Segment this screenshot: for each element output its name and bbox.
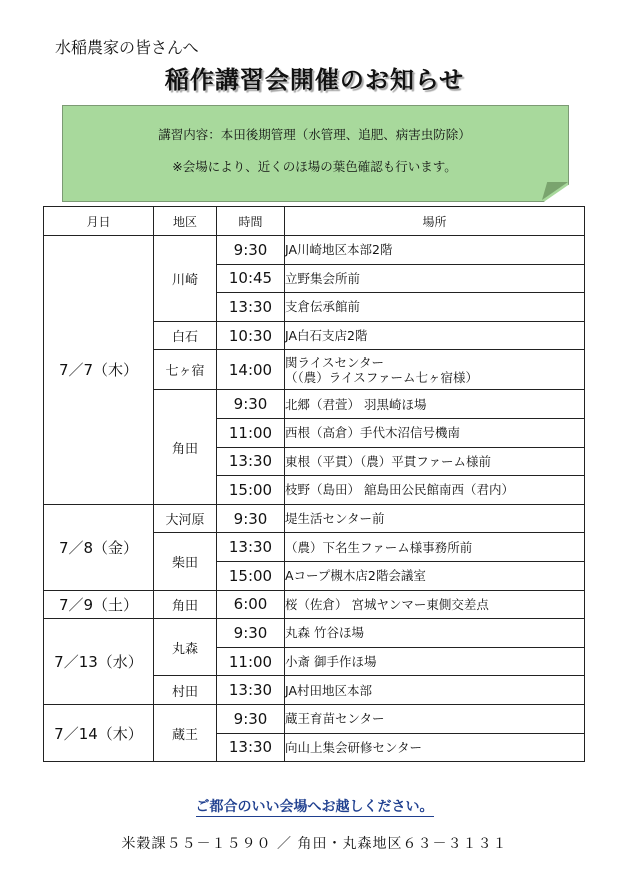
time-cell: 9:30 xyxy=(217,619,285,648)
area-cell: 角田 xyxy=(154,390,217,504)
date-cell: 7／13（水） xyxy=(44,619,154,705)
date-cell: 7／7（木） xyxy=(44,236,154,505)
table-row xyxy=(44,504,585,533)
time-cell: 15:00 xyxy=(217,561,285,590)
time-cell: 9:30 xyxy=(217,390,285,419)
time-cell: 13:30 xyxy=(217,733,285,762)
place-cell: 北郷（君萱） 羽黒崎ほ場 xyxy=(285,390,585,419)
time-cell: 13:30 xyxy=(217,676,285,705)
footer-note xyxy=(0,796,629,816)
time-cell: 9:30 xyxy=(217,504,285,533)
table-row xyxy=(44,619,585,648)
time-cell: 10:30 xyxy=(217,321,285,350)
place-cell: JA川崎地区本部2階 xyxy=(285,236,585,265)
place-cell xyxy=(285,350,585,390)
area-cell: 角田 xyxy=(154,590,217,619)
notice-note-line: ※会場により、近くのほ場の葉色確認も行います。 xyxy=(172,159,457,174)
time-cell: 13:30 xyxy=(217,293,285,322)
time-cell: 13:30 xyxy=(217,447,285,476)
page-title: 稲作講習会開催のお知らせ xyxy=(164,66,465,94)
place-line: 関ライスセンター xyxy=(285,354,385,370)
date-cell: 7／14（木） xyxy=(44,704,154,761)
place-cell: 枝野（島田） 舘島田公民館南西（君内） xyxy=(285,476,585,505)
area-cell: 白石 xyxy=(154,321,217,350)
greeting-text: 水稲農家の皆さんへ xyxy=(55,38,199,57)
time-cell: 10:45 xyxy=(217,264,285,293)
area-cell: 柴田 xyxy=(154,533,217,590)
table-header-row xyxy=(44,207,585,236)
time-cell: 9:30 xyxy=(217,236,285,265)
area-cell: 川崎 xyxy=(154,236,217,322)
place-cell: 桜（佐倉） 宮城ヤンマー東側交差点 xyxy=(285,590,585,619)
place-cell: 支倉伝承館前 xyxy=(285,293,585,322)
area-cell: 村田 xyxy=(154,676,217,705)
schedule-table xyxy=(43,206,585,762)
table-row xyxy=(44,590,585,619)
contact-info: 米穀課５５－１５９０ ／ 角田・丸森地区６３－３１３１ xyxy=(121,836,508,852)
header-time: 時間 xyxy=(217,207,285,236)
place-cell: 東根（平貫）（農）平貫ファーム様前 xyxy=(285,447,585,476)
notice-box xyxy=(62,105,569,202)
header-place: 場所 xyxy=(285,207,585,236)
area-cell: 丸森 xyxy=(154,619,217,676)
place-cell: JA村田地区本部 xyxy=(285,676,585,705)
table-row xyxy=(44,236,585,265)
date-cell: 7／9（土） xyxy=(44,590,154,619)
time-cell: 11:00 xyxy=(217,418,285,447)
area-cell: 七ヶ宿 xyxy=(154,350,217,390)
place-cell: 向山上集会研修センター xyxy=(285,733,585,762)
area-cell: 蔵王 xyxy=(154,704,217,761)
place-cell: JA白石支店2階 xyxy=(285,321,585,350)
place-cell: 西根（高倉）手代木沼信号機南 xyxy=(285,418,585,447)
time-cell: 15:00 xyxy=(217,476,285,505)
place-cell: 堤生活センター前 xyxy=(285,504,585,533)
table-row xyxy=(44,704,585,733)
place-cell: 蔵王育苗センター xyxy=(285,704,585,733)
time-cell: 6:00 xyxy=(217,590,285,619)
place-cell: Aコープ槻木店2階会議室 xyxy=(285,561,585,590)
time-cell: 13:30 xyxy=(217,533,285,562)
place-cell: 小斎 御手作ほ場 xyxy=(285,647,585,676)
date-cell: 7／8（金） xyxy=(44,504,154,590)
time-cell: 11:00 xyxy=(217,647,285,676)
header-area: 地区 xyxy=(154,207,217,236)
footer-note-text: ご都合のいい会場へお越しください。 xyxy=(195,799,434,815)
header-date: 月日 xyxy=(44,207,154,236)
time-cell: 9:30 xyxy=(217,704,285,733)
area-cell: 大河原 xyxy=(154,504,217,533)
time-cell: 14:00 xyxy=(217,350,285,390)
place-line-sub: （（農）ライスファーム七ヶ宿様） xyxy=(285,369,479,385)
place-cell: 立野集会所前 xyxy=(285,264,585,293)
place-cell: 丸森 竹谷ほ場 xyxy=(285,619,585,648)
notice-content-line: 講習内容：本田後期管理（水管理、追肥、病害虫防除） xyxy=(158,127,471,142)
place-cell: （農）下名生ファーム様事務所前 xyxy=(285,533,585,562)
